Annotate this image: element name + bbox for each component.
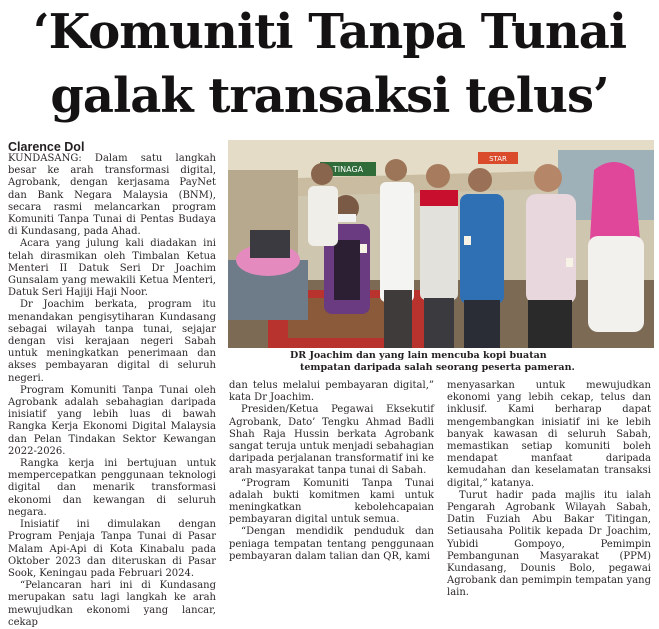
paragraph: KUNDASANG: Dalam satu langkah besar ke arah transformasi digital, Agrobank, dengan kerjasama PayNet dan Bank Negara Malaysia (BNM), secara rasmi melancarkan program Komuniti Tanpa Tunai di Pentas Budaya di Kundasang, pada Ahad.	[8, 153, 216, 238]
byline: Clarence Dol	[8, 140, 85, 154]
banner-text-tinaga: TINAGA	[332, 165, 364, 174]
article-column-1	[8, 153, 216, 629]
paragraph: “Program Komuniti Tanpa Tunai adalah bukti komitmen kami untuk meningkatkan kebolehcapaian pembayaran digital untuk semua.	[229, 477, 434, 526]
paragraph: Presiden/Ketua Pegawai Eksekutif Agrobank, Dato’ Tengku Ahmad Badli Shah Raja Hussin berkata Agrobank sangat teruja untuk menjadi sebahagian daripada perjalanan transformatif ini ke arah masyarakat tanpa tunai di Sabah.	[229, 404, 434, 477]
paragraph: Dr Joachim berkata, program itu menandakan pengisytiharan Kundasang sebagai wilayah tanpa tunai, sejajar dengan visi kerajaan negeri Sabah untuk meningkatkan penerimaan dan akses pembayaran digital di seluruh negeri.	[8, 299, 216, 384]
banner-text-star: STAR	[489, 155, 507, 163]
headline-line-2: galak transaksi telus’	[50, 68, 609, 124]
paragraph: Program Komuniti Tanpa Tunai oleh Agrobank adalah sebahagian daripada inisiatif yang lebih luas di bawah Rangka Kerja Ekonomi Digital Malaysia dan Pelan Tindakan Sektor Kewangan 2022-2026.	[8, 384, 216, 457]
news-photo	[228, 140, 654, 348]
paragraph: dan telus melalui pembayaran digital,” kata Dr Joachim.	[229, 380, 434, 404]
paragraph: Rangka kerja ini bertujuan untuk mempercepatkan penggunaan teknologi digital dan menarik transformasi ekonomi dan kewangan di seluruh negara.	[8, 458, 216, 518]
photo-caption	[290, 350, 590, 374]
caption-line-1: DR Joachim dan yang lain mencuba kopi buatan	[290, 350, 547, 361]
article-column-3	[447, 380, 651, 600]
paragraph: “Dengan mendidik penduduk dan peniaga tempatan tentang penggunaan pembayaran dalam talian dan QR, kami	[229, 526, 434, 562]
article-column-2	[229, 380, 434, 563]
paragraph: Inisiatif ini dimulakan dengan Program Penjaja Tanpa Tunai di Pasar Malam Api-Api di Kota Kinabalu pada Oktober 2023 dan diteruskan di Pasar Sook, Keningau pada Februari 2024.	[8, 519, 216, 579]
paragraph: Turut hadir pada majlis itu ialah Pengarah Agrobank Wilayah Sabah, Datin Fuziah Abu Bakar Titingan, Setiausaha Politik kepada Dr Joachim, Yubidi Gompoyo, Pemimpin Pembangunan Masyarakat (PPM) Kundasang, Dounis Bolo, pegawai Agrobank dan pemimpin tempatan yang lain.	[447, 489, 651, 599]
paragraph: “Pelancaran hari ini di Kundasang merupakan satu lagi langkah ke arah mewujudkan ekonomi yang lancar, cekap	[8, 580, 216, 628]
headline-line-1: ‘Komuniti Tanpa Tunai	[32, 4, 627, 60]
caption-line-2: tempatan daripada salah seorang peserta pameran.	[300, 362, 575, 373]
paragraph: Acara yang julung kali diadakan ini telah dirasmikan oleh Timbalan Ketua Menteri II Datuk Seri Dr Joachim Gunsalam yang mewakili Ketua Menteri, Datuk Seri Hajiji Haji Noor.	[8, 238, 216, 299]
paragraph: menyasarkan untuk mewujudkan ekonomi yang lebih cekap, telus dan inklusif. Kami berharap dapat mengembangkan inisiatif ini ke lebih banyak kawasan di seluruh Sabah, memastikan setiap komuniti boleh mendapat manfaat daripada kemudahan dan keselamatan transaksi digital,” katanya.	[447, 380, 651, 489]
